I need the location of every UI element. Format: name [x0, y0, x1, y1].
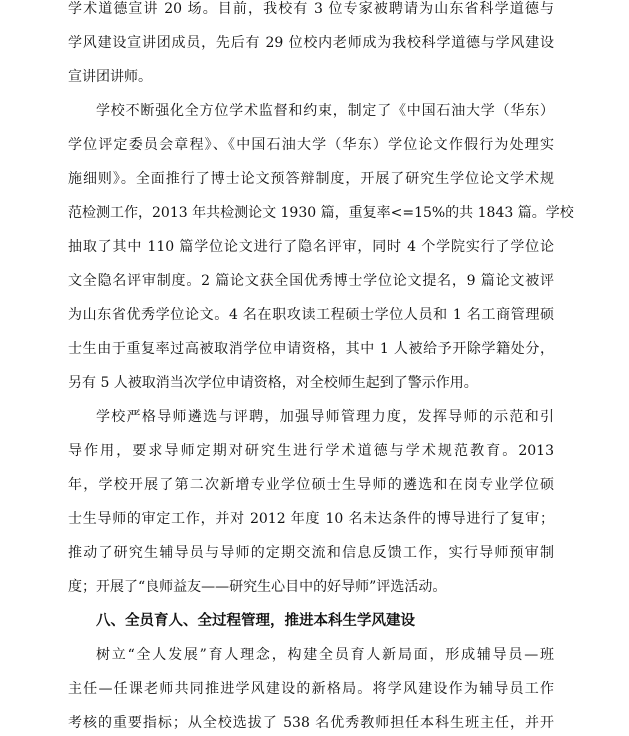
paragraph-2-line-6: 文全隐名评审制度。2 篇论文获全国优秀博士学位论文提名，9 篇论文被评 [68, 273, 554, 289]
paragraph-3-line-4: 士生导师的审定工作，并对 2012 年度 10 名未达条件的博导进行了复审； [68, 511, 554, 527]
paragraph-2-line-5: 抽取了其中 110 篇学位论文进行了隐名评审，同时 4 个学院实行了学位论 [68, 239, 554, 255]
paragraph-3-line-2: 导作用，要求导师定期对研究生进行学术道德与学术规范教育。2013 [68, 443, 554, 459]
paragraph-3-line-5: 推动了研究生辅导员与导师的定期交流和信息反馈工作，实行导师预审制 [68, 545, 554, 561]
paragraph-3-line-1: 学校严格导师遴选与评聘，加强导师管理力度，发挥导师的示范和引 [96, 409, 554, 425]
paragraph-2-line-3: 施细则》。全面推行了博士论文预答辩制度，开展了研究生学位论文学术规 [68, 171, 554, 187]
paragraph-1-line-2: 学风建设宣讲团成员，先后有 29 位校内老师成为我校科学道德与学风建设 [68, 35, 554, 51]
paragraph-2-line-4: 范检测工作，2013 年共检测论文 1930 篇，重复率<=15%的共 1843 篇。学校 [68, 205, 574, 221]
paragraph-2-line-2: 学位评定委员会章程》、《中国石油大学（华东）学位论文作假行为处理实 [68, 137, 554, 153]
paragraph-4-line-2: 主任—任课老师共同推进学风建设的新格局。将学风建设作为辅导员工作 [68, 681, 554, 697]
section-heading: 八、全员育人、全过程管理，推进本科生学风建设 [96, 613, 415, 629]
paragraph-2-line-9: 另有 5 人被取消当次学位申请资格，对全校师生起到了警示作用。 [68, 375, 478, 391]
paragraph-3-line-3: 年，学校开展了第二次新增专业学位硕士生导师的遴选和在岗专业学位硕 [68, 477, 554, 493]
paragraph-1-line-1: 学术道德宣讲 20 场。目前，我校有 3 位专家被聘请为山东省科学道德与 [68, 1, 554, 17]
paragraph-2-line-1: 学校不断强化全方位学术监督和约束，制定了《中国石油大学（华东） [96, 103, 554, 119]
paragraph-4-line-1: 树立“全人发展”育人理念，构建全员育人新局面，形成辅导员—班 [96, 647, 554, 663]
paragraph-2-line-8: 士生由于重复率过高被取消学位申请资格，其中 1 人被给予开除学籍处分， [68, 341, 554, 357]
paragraph-1-line-3: 宣讲团讲师。 [68, 69, 152, 85]
paragraph-2-line-7: 为山东省优秀学位论文。4 名在职攻读工程硕士学位人员和 1 名工商管理硕 [68, 307, 554, 323]
paragraph-3-line-6: 度；开展了“良师益友——研究生心目中的好导师”评选活动。 [68, 579, 447, 595]
paragraph-4-line-3: 考核的重要指标；从全校选拔了 538 名优秀教师担任本科生班主任，并开 [68, 715, 554, 731]
